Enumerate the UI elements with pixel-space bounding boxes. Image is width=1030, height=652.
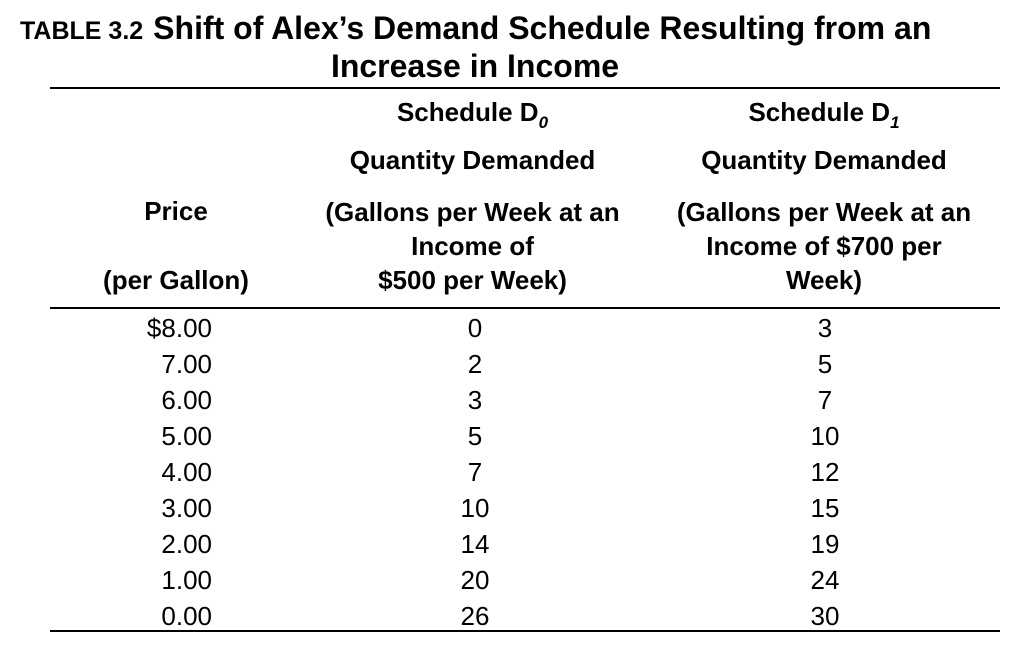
d1-cell: 19: [810, 529, 840, 559]
header-d1-unit-1: (Gallons per Week at an: [676, 197, 972, 227]
header-d0-schedule-label: Schedule D: [396, 97, 539, 127]
d1-cell: 30: [810, 601, 840, 631]
d0-cell: 14: [460, 529, 490, 559]
table-row: [0, 490, 1030, 526]
table-row: [0, 382, 1030, 418]
price-cell: 1.00: [161, 565, 212, 595]
table-row: [0, 418, 1030, 454]
table-row: [0, 562, 1030, 598]
d1-cell: 24: [810, 565, 840, 595]
d1-cell: 15: [810, 493, 840, 523]
d0-cell: 10: [460, 493, 490, 523]
d0-cell: 3: [467, 385, 483, 415]
price-cell: $8.00: [146, 313, 212, 343]
header-price-unit: (per Gallon): [103, 265, 249, 295]
title-line-1: [20, 10, 931, 47]
price-cell: 3.00: [161, 493, 212, 523]
table-row: [0, 526, 1030, 562]
header-rule: [50, 307, 1000, 309]
header-d1-unit-3: Week): [785, 265, 863, 295]
header-d1-quantity: Quantity Demanded: [701, 145, 947, 175]
header-d1-unit-2: Income of $700 per: [706, 231, 942, 261]
d1-cell: 3: [817, 313, 833, 343]
title-text-1: Shift of Alex’s Demand Schedule Resulting from an: [153, 10, 932, 46]
title-line-2: Increase in Income: [330, 48, 620, 84]
header-d0-subscript: 0: [538, 113, 549, 132]
table-row: [0, 454, 1030, 490]
header-d1-schedule-label: Schedule D: [748, 97, 891, 127]
header-d0-unit-3: $500 per Week): [378, 265, 567, 295]
header-d0-unit-2: Income of: [411, 231, 534, 261]
top-rule: [50, 87, 1000, 89]
table-row: [0, 598, 1030, 634]
d0-cell: 20: [460, 565, 490, 595]
header-d0-unit-1: (Gallons per Week at an: [325, 197, 620, 227]
header-d1-subscript: 1: [890, 113, 900, 132]
header-price: Price: [144, 196, 208, 226]
bottom-rule: [50, 630, 1000, 632]
table-row: [0, 346, 1030, 382]
d1-cell: 12: [810, 457, 840, 487]
price-cell: 7.00: [161, 349, 212, 379]
d0-cell: 0: [467, 313, 483, 343]
d1-cell: 5: [817, 349, 833, 379]
d0-cell: 5: [467, 421, 483, 451]
d0-cell: 2: [467, 349, 483, 379]
d0-cell: 7: [467, 457, 483, 487]
price-cell: 6.00: [161, 385, 212, 415]
table-label: TABLE 3.2: [20, 17, 144, 45]
price-cell: 5.00: [161, 421, 212, 451]
table-row: [0, 310, 1030, 346]
header-schedule-d1: [650, 95, 998, 140]
price-cell: 0.00: [161, 601, 212, 631]
price-cell: 4.00: [161, 457, 212, 487]
header-d0-quantity: Quantity Demanded: [349, 145, 596, 175]
price-cell: 2.00: [161, 529, 212, 559]
d1-cell: 7: [817, 385, 833, 415]
d1-cell: 10: [810, 421, 840, 451]
header-schedule-d0: [300, 95, 645, 140]
d0-cell: 26: [460, 601, 490, 631]
